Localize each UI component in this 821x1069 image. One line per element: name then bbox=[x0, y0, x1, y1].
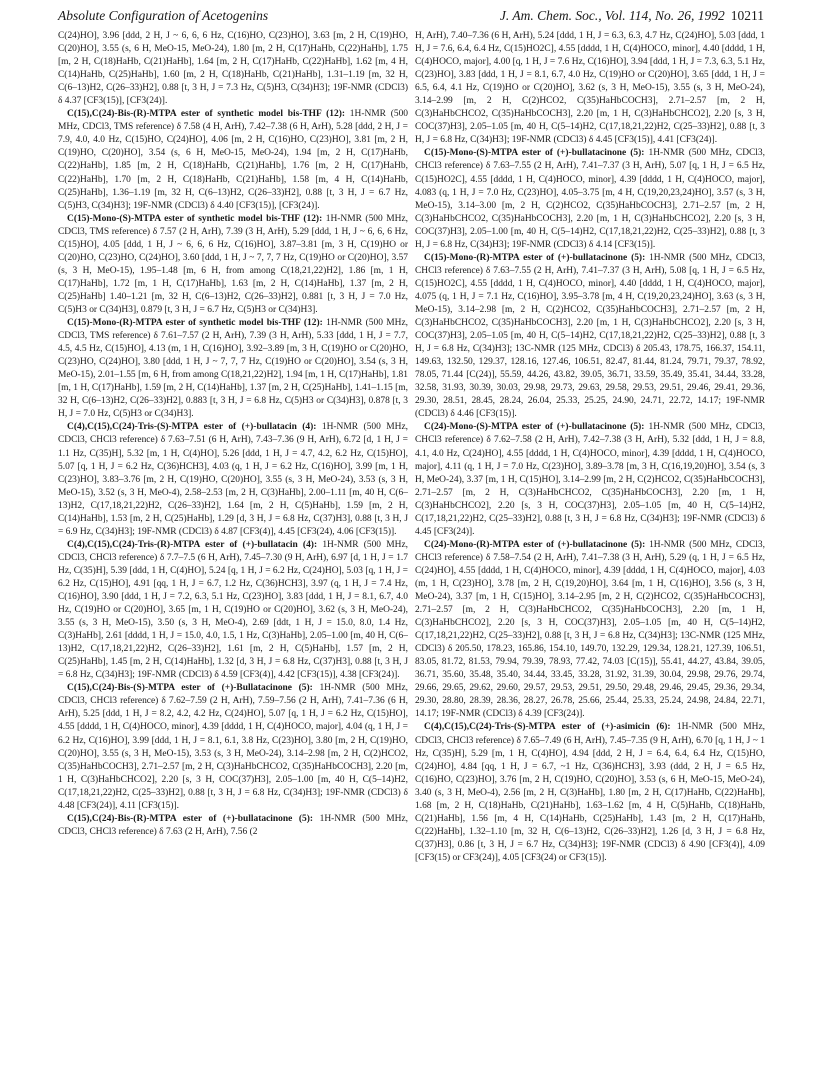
entry-heading: C(4),C(15),C(24)-Tris-(S)-MTPA ester of (+)-asimicin (6): bbox=[424, 722, 671, 733]
entry-text: 1H-NMR (500 MHz, CDCl3, TMS reference) δ 7.58 (4 H, ArH), 7.42–7.38 (6 H, ArH), 5.28 [ddd, 2 H, J = 7.9, 4.0, 4.0 Hz, C(15)HO, C(24)HO], 4.06 [m, 2 H, C(16)HO, C(23)HO], 3.81 [m, 2 H, C(19)HO, C(20)HO], 3.54 (s, 6 H, MeO-15, MeO-24), 1.94 [m, 2 H, C(17)HaHb, C(22)HaHb], 1.85 [m, 2 H, C(18)HaHb, C(21)HaHb], 1.76 [m, 2 H, C(17)HaHb, C(22)HaHb], 1.70 [m, 2 H, C(18)HaHb, C(21)HaHb], 1.58 [m, 4 H, C(14)HaHb, C(25)HaHb], 1.36–1.19 [m, 32 H, C(6–13)H2, C(26–33)H2], 0.88 [t, 3 H, J = 6.7 Hz, C(5)H3, C(34)H3]; 19F-NMR (CDCl3) δ 4.40 [CF3(15)], [CF3(24)]. bbox=[58, 109, 408, 211]
entry-text: 1H-NMR (500 MHz, CDCl3, TMS reference) δ 7.61–7.57 (2 H, ArH), 7.39 (3 H, ArH), 5.33 [ddd, 1 H, J = 7.7, 4.5, 4.5 Hz, C(15)HO], 4.13 (m, 1 H, C(16)HO], 3.92–3.89 [m, 3 H, C(19)HO or C(20)HO, C(23)HO, C(24)HO], 3.80 [ddd, 1 H, J ~ 7, 7, 7 Hz, C(19)HO or C(20)HO], 3.54 (s, 3 H, MeO-15), 2.01–1.55 [m, 6 H, from among C(18,21,22)H2], 1.94 [m, 1 H, C(17)HaHb], 1.81 [m, 1 H, C(17)HaHb], 1.59 [m, 2 H, C(14)HaHb], 1.37 [m, 2 H, C(25)HaHb], 1.41–1.15 [m, 32 H, C(6–13)H2, C(26–33)H2], 0.883 [t, 3 H, J = 6.8 Hz, C(5)H3 or C(34)H3], 0.878 [t, 3 H, J = 7.0 Hz, C(5)H3 or C(34)H3]. bbox=[58, 318, 408, 420]
entry-heading: C(4),C(15),C(24)-Tris-(R)-MTPA ester of (+)-bullatacin (4): bbox=[67, 539, 318, 550]
right-paragraph-2 bbox=[415, 252, 765, 422]
entry-text: 1H-NMR (500 MHz, CDCl3, CHCl3 reference) δ 7.62–7.59 (2 H, ArH), 7.59–7.56 (2 H, ArH), 7.41–7.36 (6 H, ArH), 5.25 [ddd, 1 H, J = 8.2, 4.2, 4.2 Hz, C(24)HO], 5.07 [q, 1 H, J = 6.2 Hz, C(15)HO], 4.55 [dddd, 1 H, C(4)HOCO, minor], 4.39 [dddd, 1 H, C(4)HOCO, major], 4.04 (q, 1 H, J = 6.2 Hz, C(16)HO], 3.99 [ddd, 1 H, J = 8.1, 6.1, 3.8 Hz, C(23)HO], 3.80 [m, 2 H, C(19)HO, C(20)HO], 3.55 (s, 3 H, MeO-15), 3.53 (s, 3 H, MeO-24), 3.14–2.98 [m, 2 H, C(2)HCO2, C(35)HaHbCOCH3], 2.71–2.57 [m, 2 H, C(3)HaHbCHCO2, C(35)HaHbCOCH3], 2.20 [m, 1 H, C(3)HaHbCHCO2], 2.20 [s, 3 H, COC(37)H3], 2.05–1.00 [m, 40 H, C(5–14)H2, C(17,18,21,22)H2, C(25–33)H2], 0.88 [t, 3 H, J = 6.8 Hz, C(34)H3]; 19F-NMR (CDCl3) δ 4.48 [CF3(24)], 4.11 [CF3(15)]. bbox=[58, 683, 408, 811]
entry-text: 1H-NMR (500 MHz, CDCl3, CHCl3 reference) δ 7.63–7.55 (2 H, ArH), 7.41–7.37 (3 H, ArH), 5.07 [q, 1 H, J = 6.5 Hz, C(15)HO2C], 4.55 [dddd, 1 H, C(4)HOCO, minor], 4.39 [dddd, 1 H, C(4)HOCO, major], 4.083 (q, 1 H, J = 7.0 Hz, C(23)HO], 4.05–3.75 [m, 4 H, C(19,20,23,24)HO], 3.57 (s, 3 H, MeO-15), 3.14–3.00 [m, 2 H, C(2)HCO2, C(35)HaHbCOCH3], 2.71–2.57 [m, 2 H, C(3)HaHbCHCO2, C(35)HaHbCOCH3], 2.20 [m, 1 H, C(3)HaHbCHCO2], 2.20 [s, 3 H, COC(37)H3], 2.05–1.00 [m, 40 H, C(5–14)H2, C(17,18,21,22)H2, C(25–33)H2], 0.88 [t, 3 H, J = 6.8 Hz, C(34)H3]; 19F-NMR (CDCl3) δ 4.14 [CF3(15)]. bbox=[415, 148, 765, 250]
entry-text: 1H-NMR (500 MHz, CDCl3, CHCl3 reference) δ 7.65–7.49 (6 H, ArH), 7.45–7.35 (9 H, ArH), 6.70 [q, 1 H, J ~ 1 Hz, C(35)H], 5.29 [m, 1 H, C(4)HO], 4.94 [ddd, 2 H, J = 6.4, 6.4, 6.4 Hz, C(15)HO, C(24)HO], 4.84 [qq, 1 H, J = 6.7, ~1 Hz, C(36)HCH3], 3.93 (ddd, 2 H, J = 6.5 Hz, C(16)HO, C(23)HO], 3.76 [m, 2 H, C(19)HO, C(20)HO], 3.53 (s, 6 H, MeO-15, MeO-24), 3.40 (s, 3 H, MeO-4), 2.56 [m, 2 H, C(3)HaHb], 1.80 [m, 2 H, C(17)HaHb, C(22)HaHb], 1.68 [m, 2 H, C(18)HaHb, C(21)HaHb], 1.63–1.62 [m, 4 H, C(5)HaHb, C(18)HaHb, C(21)HaHb], 1.56 [m, 4 H, C(14)HaHb, C(25)HaHb], 1.43 [m, 2 H, C(17)HaHb, C(22)HaHb], 1.32–1.10 [m, 32 H, C(6–13)H2, C(26–33)H2], 1.26 [d, 3 H, J = 6.8 Hz, C(37)H3], 0.86 [t, 3 H, J = 6.7 Hz, C(34)H3]; 19F-NMR (CDCl3) δ 4.90 [CF3(4)], 4.09 [CF3(15) or CF3(24)], 4.05 [CF3(24) or CF3(15)]. bbox=[415, 722, 765, 863]
right-paragraph-3 bbox=[415, 421, 765, 538]
entry-heading: C(15)-Mono-(S)-MTPA ester of (+)-bullatacinone (5): bbox=[424, 148, 645, 159]
left-paragraph-4 bbox=[58, 421, 408, 538]
entry-text: 1H-NMR (500 MHz, CDCl3, CHCl3 reference) δ 7.63–7.51 (6 H, ArH), 7.43–7.36 (9 H, ArH), 6.72 [d, 1 H, J = 1.1 Hz, C(35)H], 5.32 [m, 1 H, C(4)HO], 5.26 [ddd, 1 H, J = 4.7, 4.2, 6.2 Hz, C(15)HO], 5.07 [q, 1 H, J = 6.2 Hz, C(36)HCH3], 4.03 (q, 1 H, J = 6.2 Hz, C(16)HO], 3.99 [m, 1 H, C(23)HO], 3.83–3.76 [m, 2 H, C(19)HO, C(20)HO], 3.55 (s, 3 H, MeO-24), 3.53 (s, 3 H, MeO-15), 3.52 (s, 3 H, MeO-4), 2.58–2.53 [m, 2 H, C(3)HaHb], 2.00–1.11 [m, 40 H, C(6–13)H2, C(17,18,21,22)H2, C(26–33)H2], 1.64 [m, 2 H, C(5)HaHb], 1.59 [m, 2 H, C(14)HaHb], 1.53 [m, 2 H, C(25)HaHb], 1.29 [d, 3 H, J = 6.8 Hz, C(37)H3], 0.88 [t, 3 H, J = 6.9 Hz, C(34)H3]; 19F-NMR (CDCl3) δ 4.87 [CF3(4)], 4.45 [CF3(24), 4.06 [CF3(15)]. bbox=[58, 422, 408, 537]
running-header bbox=[58, 8, 764, 26]
entry-heading: C(15),C(24)-Bis-(R)-MTPA ester of synthetic model bis-THF (12): bbox=[67, 109, 346, 120]
entry-text: H, ArH), 7.40–7.36 (6 H, ArH), 5.24 [ddd, 1 H, J = 6.3, 6.3, 4.7 Hz, C(24)HO], 5.03 [ddd, 1 H, J = 7.6, 6.4, 6.4 Hz, C(15)HO2C], 4.55 [dddd, 1 H, C(4)HOCO, minor], 4.40 [dddd, 1 H, C(4)HOCO, major], 4.00 [q, 1 H, J = 7.6 Hz, C(16)HO], 3.94 [ddd, 1 H, J = 7.3, 6.3, 5.1 Hz, C(23)HO], 3.83 [ddd, 1 H, J = 8.1, 6.7, 4.0 Hz, C(19)HO or C(20)HO], 3.65 [ddd, 1 H, J = 6.5, 6.4, 4.1 Hz, C(19)HO or C(20)HO], 3.62 (s, 3 H, MeO-15), 3.55 (s, 3 H, MeO-24), 3.14–2.99 [m, 2 H, C(2)HCO2, C(35)HaHbCOCH3], 2.71–2.57 [m, 2 H, C(3)HaHbCHCO2, C(35)HaHbCOCH3], 2.20 [m, 1 H, C(3)HaHbCHCO2], 2.20 [s, 3 H, COC(37)H3], 2.05–1.05 [m, 40 H, C(5–14)H2, C(17,18,21,22)H2, C(25–33)H2], 0.88 [t, 3 H, J = 6.8 Hz, C(34)H3]; 19F-NMR (CDCl3) δ 4.45 [CF3(15)], 4.41 [CF3(24)]. bbox=[415, 31, 765, 146]
right-paragraph-4 bbox=[415, 539, 765, 722]
entry-heading: C(15),C(24)-Bis-(S)-MTPA ester of (+)-Bullatacinone (5): bbox=[67, 683, 313, 694]
left-paragraph-6 bbox=[58, 682, 408, 812]
left-column bbox=[58, 30, 408, 1055]
journal-name: J. Am. Chem. Soc., Vol. 114, No. 26, 1992 bbox=[499, 8, 725, 23]
entry-heading: C(24)-Mono-(S)-MTPA ester of (+)-bullatacinone (5): bbox=[424, 422, 645, 433]
right-column bbox=[415, 30, 765, 1055]
left-paragraph-3 bbox=[58, 317, 408, 421]
right-paragraph-1 bbox=[415, 147, 765, 251]
page-number: 10211 bbox=[730, 8, 764, 23]
right-paragraph-0 bbox=[415, 30, 765, 147]
entry-text: 1H-NMR (500 MHz, CDCl3, CHCl3 reference) δ 7.63 (2 H, ArH), 7.56 (2 bbox=[58, 813, 408, 837]
entry-text: 1H-NMR (500 MHz, CDCl3, TMS reference) δ 7.57 (2 H, ArH), 7.39 (3 H, ArH), 5.29 [ddd, 1 H, J ~ 6, 6, 6 Hz, C(15)HO], 4.05 [ddd, 1 H, J ~ 6, 6, 6 Hz, C(16)HO], 3.87–3.81 [m, 3 H, C(19)HO or C(20)HO, C(23)HO, C(24)HO], 3.60 [ddd, 1 H, J ~ 7, 7, 7 Hz, C(19)HO or C(20)HO], 3.57 (s, 3 H, MeO-15), 1.95–1.48 [m, 6 H, from among C(18,21,22)H2], 1.86 [m, 1 H, C(17)HaHb], 1.72 [m, 1 H, C(17)HaHb], 1.63 [m, 2 H, C(14)HaHb], 1.37 [m, 2 H, C(25)HaHb] 1.40–1.21 [m, 32 H, C(6–13)H2, C(26–33)H2], 0.881 [t, 3 H, J = 7.0 Hz, C(5)H3 or C(34)H3], 0.879 [t, 3 H, J = 6.7 Hz, C(5)H3 or C(34)H3]. bbox=[58, 213, 408, 315]
entry-heading: C(15)-Mono-(S)-MTPA ester of synthetic model bis-THF (12): bbox=[67, 213, 323, 224]
right-paragraph-5 bbox=[415, 721, 765, 865]
journal-citation bbox=[500, 8, 764, 24]
entry-text: 1H-NMR (500 MHz, CDCl3, CHCl3 reference) δ 7.63–7.55 (2 H, ArH), 7.41–7.37 (3 H, ArH), 5.08 [q, 1 H, J = 6.5 Hz, C(15)HO2C], 4.55 [dddd, 1 H, C(4)HOCO, minor], 4.40 [dddd, 1 H, C(4)HOCO, major], 4.075 (q, 1 H, J = 7.1 Hz, C(16)HO], 3.95–3.78 [m, 4 H, C(19,20,23,24)HO], 3.63 (s, 3 H, MeO-15), 3.14–2.98 [m, 2 H, C(2)HCO2, C(35)HaHbCOCH3], 2.71–2.57 [m, 2 H, C(3)HaHbCHCO2, C(35)HaHbCOCH3], 2.20 [m, 1 H, C(3)HaHbCHCO2], 2.20 [s, 3 H, COC(37)H3], 2.05–1.05 [m, 40 H, C(5–14)H2, C(17,18,21,22)H2, C(25–33)H2], 0.88 [t, 3 H, J = 6.8 Hz, C(34)H3]; 13C-NMR (125 MHz, CDCl3) δ 205.43, 178.75, 166.37, 154.11, 149.63, 132.50, 129.37, 128.16, 127.46, 106.51, 82.47, 81.44, 81.24, 79.71, 79.37, 78.92, 78.05, 71.44 [C(24)], 55.59, 44.26, 43.82, 39.05, 36.71, 33.59, 35.49, 35.41, 34.44, 33.28, 32.58, 31.93, 30.39, 30.03, 29.98, 29.73, 29.63, 29.58, 29.53, 29.51, 29.46, 29.41, 29.36, 29.30, 28.51, 28.45, 28.24, 26.04, 25.33, 25.25, 24.90, 24.71, 22.72, 14.17; 19F-NMR (CDCl3) δ 4.46 [CF3(15)]. bbox=[415, 252, 765, 420]
entry-text: 1H-NMR (500 MHz, CDCl3, CHCl3 reference) δ 7.7–7.5 (6 H, ArH), 7.45–7.30 (9 H, ArH), 6.97 [d, 1 H, J = 1.7 Hz, C(35)H], 5.39 [ddd, 1 H, C(4)HO], 5.24 [q, 1 H, J = 6.2 Hz, C(24)HO], 5.03 [q, 1 H, J = 6.2 Hz, C(15)HO], 4.91 [qq, 1 H, J = 6.7, 1.2 Hz, C(36)HCH3], 3.97 (q, 1 H, J = 7.4 Hz, C(16)HO], 3.90 [ddd, 1 H, J = 7.2, 6.3, 5.1 Hz, C(23)HO], 3.83 [ddd, 1 H, J = 8.1, 6.7, 4.0 Hz, C(19)HO or C(20)HO], 3.65 [m, 1 H, C(19)HO or C(20)HO], 3.62 (s, 3 H, MeO-24), 3.55 (s, 3 H, MeO-15), 3.50 (s, 3 H, MeO-4), 2.69 [ddt, 1 H, J = 15.0, 8.0, 1.4 Hz, C(3)HaHb], 2.61 [dddd, 1 H, J = 15.0, 4.0, 1.5, 1 Hz, C(3)HaHb], 2.05–1.00 [m, 40 H, C(6–13)H2, C(17,18,21,22)H2, C(26–33)H2], 1.61 [m, 2 H, C(5)HaHb], 1.57 [m, 2 H, C(25)HaHb], 1.45 [m, 2 H, C(14)HaHb], 1.32 [d, 3 H, J = 6.8 Hz, C(37)H3], 0.88 [t, 3 H, J = 6.8 Hz, C(34)H3]; 19F-NMR (CDCl3) δ 4.59 [CF3(4)], 4.42 [CF3(15)], 4.38 [CF3(24)]. bbox=[58, 539, 408, 681]
entry-heading: C(15)-Mono-(R)-MTPA ester of synthetic model bis-THF (12): bbox=[67, 318, 323, 329]
entry-heading: C(15)-Mono-(R)-MTPA ester of (+)-bullatacinone (5): bbox=[424, 252, 646, 263]
running-title: Absolute Configuration of Acetogenins bbox=[58, 8, 269, 23]
left-paragraph-1 bbox=[58, 108, 408, 212]
entry-heading: C(15),C(24)-Bis-(R)-MTPA ester of (+)-bullatacinone (5): bbox=[67, 813, 314, 824]
left-paragraph-5 bbox=[58, 539, 408, 683]
entry-text: 1H-NMR (500 MHz, CDCl3, CHCl3 reference) δ 7.62–7.58 (2 H, ArH), 7.42–7.38 (3 H, ArH), 5.32 [ddd, 1 H, J = 8.8, 4.1, 4.0 Hz, C(24)HO], 4.55 [dddd, 1 H, C(4)HOCO, minor], 4.39 [dddd, 1 H, C(4)HOCO, major], 4.11 (q, 1 H, J = 7.0 Hz, C(23)HO], 3.89–3.78 [m, 3 H, C(16,19,20)HO], 3.54 (s, 3 H, MeO-24), 3.37 [m, 1 H, C(15)HO], 3.14–2.99 [m, 2 H, C(2)HCO2, C(35)HaHbCOCH3], 2.71–2.57 [m, 2 H, C(3)HaHbCHCO2, C(35)HaHbCOCH3], 2.20 [m, 1 H, C(3)HaHbCHCO2], 2.20 [s, 3 H, COC(37)H3], 2.05–1.05 [m, 40 H, C(5–14)H2, C(17,18,21,22)H2, C(25–33)H2], 0.88 [t, 3 H, J = 6.8 Hz, C(34)H3]; 19F-NMR (CDCl3) δ 4.45 [CF3(24)]. bbox=[415, 422, 765, 537]
entry-heading: C(4),C(15),C(24)-Tris-(S)-MTPA ester of (+)-bullatacin (4): bbox=[67, 422, 317, 433]
left-paragraph-0 bbox=[58, 30, 408, 108]
entry-text: 1H-NMR (500 MHz, CDCl3, CHCl3 reference) δ 7.58–7.54 (2 H, ArH), 7.41–7.38 (3 H, ArH), 5.29 (q, 1 H, J = 6.5 Hz, C(24)HO], 4.55 [dddd, 1 H, C(4)HOCO, minor], 4.39 [dddd, 1 H, C(4)HOCO, major], 4.03 (m, 1 H, C(23)HO], 3.78 [m, 2 H, C(19,20)HO], 3.64 [m, 1 H, C(16)HO], 3.56 (s, 3 H, MeO-24), 3.37 [m, 1 H, C(15)HO], 3.14–2.95 [m, 2 H, C(2)HCO2, C(35)HaHbCOCH3], 2.71–2.57 [m, 2 H, C(3)HaHbCHCO2, C(35)HaHbCOCH3], 2.20 [m, 1 H, C(3)HaHbCHCO2], 2.20 [s, 3 H, COC(37)H3], 2.05–1.05 [m, 40 H, C(5–14)H2, C(17,18,21,22)H2, C(25–33)H2], 0.88 [t, 3 H, J = 6.8 Hz, C(34)H3]; 13C-NMR (125 MHz, CDCl3) δ 205.50, 178.23, 165.86, 154.10, 149.70, 132.29, 129.34, 128.21, 127.39, 106.51, 83.05, 81.72, 81.53, 79.94, 79.39, 78.93, 77.42, 74.03 [C(15)], 55.41, 44.27, 43.84, 39.05, 36.71, 35.60, 35.48, 35.40, 34.44, 33.45, 33.28, 31.92, 31.39, 30.04, 29.98, 29.76, 29.74, 29.66, 29.65, 29.62, 29.60, 29.57, 29.53, 29.51, 29.50, 29.48, 29.46, 29.45, 29.36, 29.34, 29.30, 28.80, 28.39, 28.36, 28.27, 26.78, 25.66, 25.44, 25.33, 25.24, 24.98, 24.84, 22.71, 14.17; 19F-NMR (CDCl3) δ 4.39 [CF3(24)]. bbox=[415, 539, 765, 720]
entry-text: C(24)HO], 3.96 [ddd, 2 H, J ~ 6, 6, 6 Hz, C(16)HO, C(23)HO], 3.63 [m, 2 H, C(19)HO, C(20)HO], 3.55 (s, 6 H, MeO-15, MeO-24), 1.80 [m, 2 H, C(17)HaHb, C(22)HaHb], 1.75 [m, 2 H, C(18)HaHb, C(21)HaHb], 1.64 [m, 2 H, C(17)HaHb, C(22)HaHb], 1.62 [m, 4 H, C(14)HaHb, C(25)HaHb], 1.60 [m, 2 H, C(18)HaHb, C(21)HaHb], 1.31–1.19 [m, 32 H, C(6–13)H2, C(26–33)H2], 0.88 [t, 3 H, J = 7.3 Hz, C(5)H3, C(34)H3]; 19F-NMR (CDCl3) δ 4.37 [CF3(15)], [CF3(24)]. bbox=[58, 31, 408, 107]
left-paragraph-2 bbox=[58, 213, 408, 317]
entry-heading: C(24)-Mono-(R)-MTPA ester of (+)-bullatacinone (5): bbox=[424, 539, 646, 550]
left-paragraph-7 bbox=[58, 813, 408, 839]
